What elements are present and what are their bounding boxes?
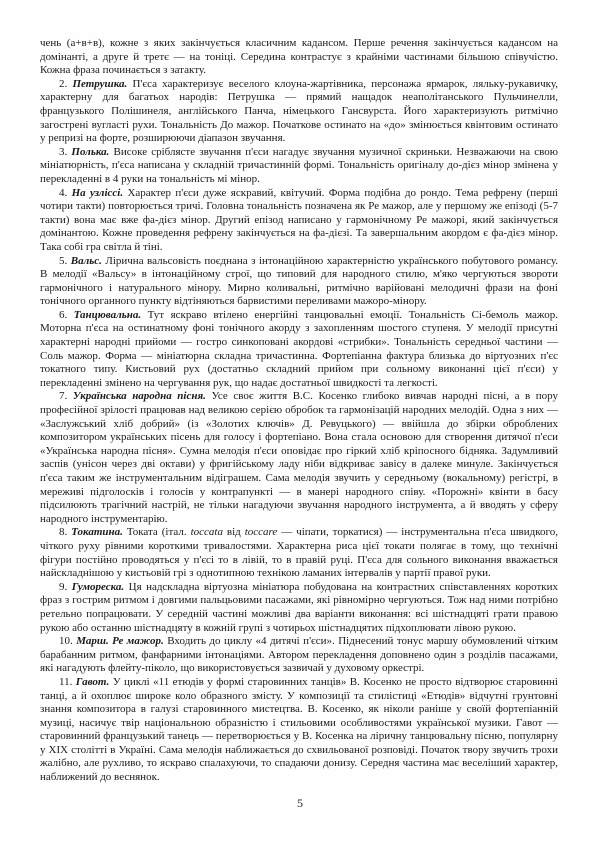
entry-number: 4. <box>59 186 68 199</box>
entry-number: 7. <box>59 390 68 403</box>
text-block <box>40 37 558 785</box>
entry-text: Тут яскраво втілено енергійні танцювальні емоції. Тональність Сі-бемоль мажор. Моторна п'єса на остинатному фоні тонічного акорду з захопленням шостого ступеня. У мелодії присутні характерні народні прийоми — гостро синкоповані акордові «стрибки». Тональність середньої частини — Соль мажор. Форма — мініатюрна складна тричастинна. Фортепіанна фактура близька до віртуозних п'єс токатного типу. Кистьовий рух (достатньо складний прийом при сольному виконанні цієї п'єси) у перекладенні змінено на чергування рук, що надає достатньої швидкості та легкості. <box>40 308 559 389</box>
entry-title: Танцювальна. <box>73 308 142 321</box>
entry-number: 9. <box>59 580 68 593</box>
page-number: 5 <box>297 796 303 811</box>
entry-title: Полька. <box>71 145 110 158</box>
entry-marsh <box>40 635 558 676</box>
entry-text-italic-toccata: toccata <box>190 526 223 539</box>
entry-text-mid: від <box>222 526 245 539</box>
entry-ukrainska-narodna-pisnia <box>40 390 558 526</box>
entry-number: 11. <box>59 675 73 688</box>
entry-text: Лірична вальсовість поєднана з інтонаційною характерністю українського побутового романсу. В мелодії «Вальсу» в інтонаційному строї, що типовий для народного стилю, м'яко чергуються звороти гармонічного і натурального мінору. Мирно коливальні, ритмічно варійовані мелодичні фрази на фоні тонічного органного пункту відтіняються барвистими переливами мажоро-мінору. <box>40 254 559 308</box>
entry-text: Ця надскладна віртуозна мініатюра побудована на контрастних співставленнях коротких фраз з гострим ритмом і довгими пальцьовими пасажами, які рівномірно чергуються. Тож над ними потрібно ретельно попрацювати. У середній частині можливі два варіанти виконання: всі шістнадцяті грати правою рукою або останню шістнадцяту в кожній групі з чотирьох шістнадцятих підхоплювати лівою рукою. <box>40 580 558 634</box>
entry-text-pre: Токата (італ. <box>126 526 191 539</box>
entry-title: Гумореска. <box>71 580 125 593</box>
entry-vals <box>40 255 558 309</box>
entry-number: 5. <box>59 254 68 267</box>
entry-tantsiuvalna <box>40 309 558 391</box>
entry-number: 2. <box>59 77 68 90</box>
entry-text: П'єса характеризує веселого клоуна-жартівника, персонажа ярмарок, ляльку-рукавичку, характерну для багатьох народів: Петрушка — прямий нащадок неаполітанського Пульчинелли, французького Полішинеля, англійського Панча, німецького Гансвурста. Його характеризують ритмічно загострені вугласті рухи. Тональність До мажор. Початкове остинато на «до» змінюється квінтовим остинато у репризі на форте, розширюючи діапазон звучання. <box>40 77 558 145</box>
entry-number: 10. <box>59 635 73 648</box>
entry-number: 8. <box>59 526 68 539</box>
entry-number: 6. <box>59 308 68 321</box>
entry-havot <box>40 676 558 785</box>
entry-na-uzlissi <box>40 187 558 255</box>
entry-tokatyna <box>40 526 558 580</box>
entry-title: На узліссі. <box>71 186 124 199</box>
entry-title: Токатина. <box>71 526 123 539</box>
entry-text-post: — чіпати, торкатися) — інструментальна п'єса швидкого, чіткого руху рівними короткими тривалостями. Характерна риса цієї токати полягає в тому, що технічні фігури постійно проводяться у п'єсі то в лівій, то в правій руці. П'єса для сольного виконання вважається найскладнішою у кистьовій грі з однотипною технікою ламаних інтервалів у партії правої руки. <box>40 526 558 580</box>
entry-title: Петрушка. <box>72 77 128 90</box>
entry-text-italic-toccare: toccare <box>244 526 278 539</box>
paragraph-continuation <box>40 37 558 78</box>
entry-number: 3. <box>59 145 68 158</box>
entry-text: Усе своє життя В.С. Косенко глибоко вивчав народні пісні, а в пору професійної зрілості працював над великою серією обробок та гармонізацій народних мелодій. Одна з них — «Заслужський хліб добрий» (із «Золотих ключів» Д. Ревуцького) — ввійшла до збірки оброблених композитором українських пісень для голосу і фортепіано. Вона стала основою для створення дитячої п'єси «Українська народна пісня». Сумна мелодія п'єси оповідає про гіркий хліб кріпосного бідняка. Задумливий заспів (унісон через дві октави) у фригійському ладу ніби відкриває завісу в далеке минуле. Закінчується п'єса таким же інструментальним відіграшем. Сама мелодія звучить у середньому (вокальному) регістрі, в мереживі підголосків і голосів у контрапункті — в манері народного співу. «Порожні» квінти в басу підсилюють трагічний настрій, не тільки нагадуючи звучання народного інструмента, а й вводять у сферу народного інструментарію. <box>40 390 559 525</box>
entry-title: Українська народна пісня. <box>72 390 206 403</box>
entry-petrushka <box>40 78 558 146</box>
entry-title: Вальс. <box>70 254 102 267</box>
paragraph-text: чень (а+в+в), кожне з яких закінчується класичним кадансом. Перше речення закінчується кадансом на домінанті, а друге й третє — на тоніці. Середина контрастує з крайніми частинами більшою співучістю. Кожна фраза починається з затакту. <box>40 37 558 77</box>
entry-title: Гавот. <box>75 675 110 688</box>
entry-humoreska <box>40 581 558 635</box>
entry-text: У циклі «11 етюдів у формі старовинних танців» В. Косенко не просто відтворює старовинні танці, а й охоплює широке коло образного змісту. У композиції та стилістиці «Етюдів» відчутні грунтовні знання композитора в галузі старовинного мистецтва. В. Косенко, як ніколи раніше у своїй фортепіанній музиці, насичує твір національною образністю і стильовими особливостями української музики. Гавот — старовинний французький танець — перетворюється у В. Косенка на ліричну танцювальну пісню, популярну у XIX столітті в Україні. Сама мелодія наближається до схвильованої розповіді. Початок твору звучить трохи жалібно, але рухливо, то яскраво спалахуючи, то спадаючи донизу. Середня частина має веселіший характер, наближений до веснянок. <box>40 675 558 784</box>
entry-polka <box>40 146 558 187</box>
entry-text: Високе сріблясте звучання п'єси нагадує звучання музичної скриньки. Незважаючи на свою мініатюрність, п'єса написана у складній тричастинній формі. Тональність оригіналу до-дієз мінор змінена у перекладенні в 4 руки на тональність мі мінор. <box>40 145 559 185</box>
entry-title: Марш. Ре мажор. <box>76 635 164 648</box>
entry-text: Характер п'єси дуже яскравий, квітучий. Форма подібна до рондо. Тема рефрену (перші чотири такти) повторюється тричі. Головна тональність позначена як Ре мажор, але у першому же епізоді (5-7 такти) вона має вже фа-дієз мінор. Другий епізод написано у гармонічному Ре мажорі, який закінчується домінантою. Кожне проведення рефрену закінчується на фа-дієзі. Та завершальним акордом є фа-дієз мінор. Така собі гра світла й тіні. <box>40 186 558 253</box>
entry-text: Входить до циклу «4 дитячі п'єси». Піднесений тонус маршу обумовлений чітким барабанним ритмом, фанфарними інтонаціями. Автором перекладення доповнено один з розділів пасажами, які нагадують флейту-піколо, що використовується зазвичай у духовому оркестрі. <box>40 635 558 675</box>
